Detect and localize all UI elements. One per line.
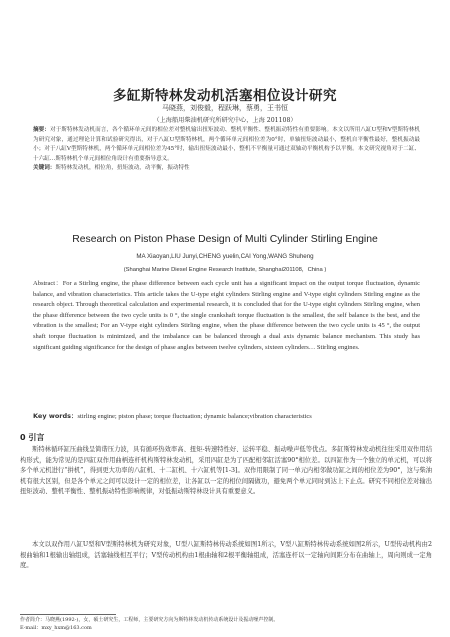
english-abstract <box>33 279 420 353</box>
english-authors: MA Xiaoyan,LIU Junyi,CHENG yuelin,CAI Yong,WANG Shuheng <box>136 253 314 260</box>
english-keywords-text: stirling engine; piston phase; torque fluctuation; dynamic balance;vibration characteristics <box>77 413 312 420</box>
chinese-affiliation: （上海船用柴油机研究所研究中心，上海 201108） <box>153 117 297 124</box>
footnote-divider <box>20 614 116 615</box>
footnote <box>20 617 432 632</box>
chinese-keywords <box>33 164 420 174</box>
chinese-authors: 马晓燕，刘俊毅，程跃琳，蔡勇，王书恒 <box>162 104 288 112</box>
english-affiliation: (Shanghai Marine Diesel Engine Research Institute, Shanghai201108，China ) <box>123 267 327 273</box>
chinese-abstract-label: 摘要： <box>33 127 50 133</box>
chinese-abstract-block <box>33 126 420 174</box>
english-abstract-label: Abstract： <box>33 280 63 287</box>
chinese-title: 多缸斯特林发动机活塞相位设计研究 <box>113 88 337 104</box>
chinese-abstract-text: 对于斯特林发动机而言，各个循环单元间的相位差对整机输出扭矩波动、整机平衡性、整机振动特性有重要影响。本文以所用八缸U型和V型斯特林机为研究对象，通过理论计算和试验研究得出，对于八缸U型斯特林机，两个循环单元间相位差为0°时，单轴扭矩波动最小，整机自平衡性最好，整机振动最小；对于八缸V型斯特林机，两个循环单元间相位差为45°时，输出扭矩波动最小，整机不平衡量可通过双轴动平衡机构予以平衡。本文研究视角对于二缸、十六缸…斯特林机个单元间相位角设计有重要指导意义。 <box>33 127 420 162</box>
english-title: Research on Piston Phase Design of Multi Cylinder Stirling Engine <box>72 234 378 245</box>
footnote-email: E-mail：mxy_hxm@163.com <box>20 624 92 631</box>
footnote-author-info: 作者简介：马晓燕(1992-)，女，硕士研究生，工程师，主要研究方向为斯特林发动机传动系统设计及振动噪声控制。 <box>20 617 279 623</box>
introduction-paragraph-2: 本文以双作用八缸U型和V型斯特林机为研究对象，U型八缸斯特林传动系统如图1所示，V型八缸斯特林传动系统如图2所示，U型传动机构由2根曲轴和1根输出轴组成，活塞轴线相互平行；V型传动机构由1根曲轴和2根平衡轴组成，活塞连杆以一定轴向间距分布在曲轴上，周向则成一定角度。 <box>20 541 432 570</box>
english-keywords <box>33 411 420 422</box>
english-abstract-text: For a Stirling engine, the phase difference between each cycle unit has a significant impact on the output torque fluctuation, dynamic balance, and vibration characteristics. This article takes the U-type eight cylinders Stirling engine and V-type eight cylinders Stirling engine as the research object. Through theoretical calculation and experimental research, it is concluded that for the U-type eight cylinders Stirling engine, when the phase difference between the two cycle units is 0 °, the single crankshaft torque fluctuation is the smallest, the self balance is the best, and the vibration is the smallest; For an V-type eight cylinders Stirling engine, when the phase difference between the two cycle units is 45 °, the output shaft torque fluctuation is minimized, and the imbalance can be balanced through a dual axis dynamic balance mechanism. This study has significant guiding significance for the design of phase angles between twelve cylinders, sixteen cylinders… Stirling engines. <box>33 280 420 351</box>
section-heading-introduction: 0 引言 <box>20 433 45 442</box>
english-keywords-label: Key words： <box>33 412 78 420</box>
chinese-keywords-label: 关键词： <box>33 165 56 172</box>
chinese-keywords-text: 斯特林发动机，相位角，扭矩波动，动平衡，振动特性 <box>55 165 190 172</box>
chinese-abstract <box>33 126 420 164</box>
introduction-paragraph-1: 斯特林循环缸压曲线呈简谐压力波，具有循环热效率高、扭矩-转速特性好、运转平稳、振动噪声低等优点。多缸斯特林发动机往往采用双作用结构形式，能为常见的是四缸双作用曲柄连杆机构斯特林发动机，采用四缸是为了匹配相邻缸活塞90°相位差。以四缸作为一个独立的单元机，可以将多个单元机进行“拼机”，得到更大功率的八缸机、十二缸机、十六缸机等[1-3]。双作用限制了同一单元内相邻做功缸之间的相位差为90°，这与柴油机有很大区别，但是各个单元之间可以设计一定的相位差，让各缸以一定的相位间隔做功，避免两个单元同时到达上下止点。研究不同相位差对输出扭矩波动、整机平衡性、整机振动特性影响规律，对低振动斯特林设计具有重要意义。 <box>20 446 432 496</box>
